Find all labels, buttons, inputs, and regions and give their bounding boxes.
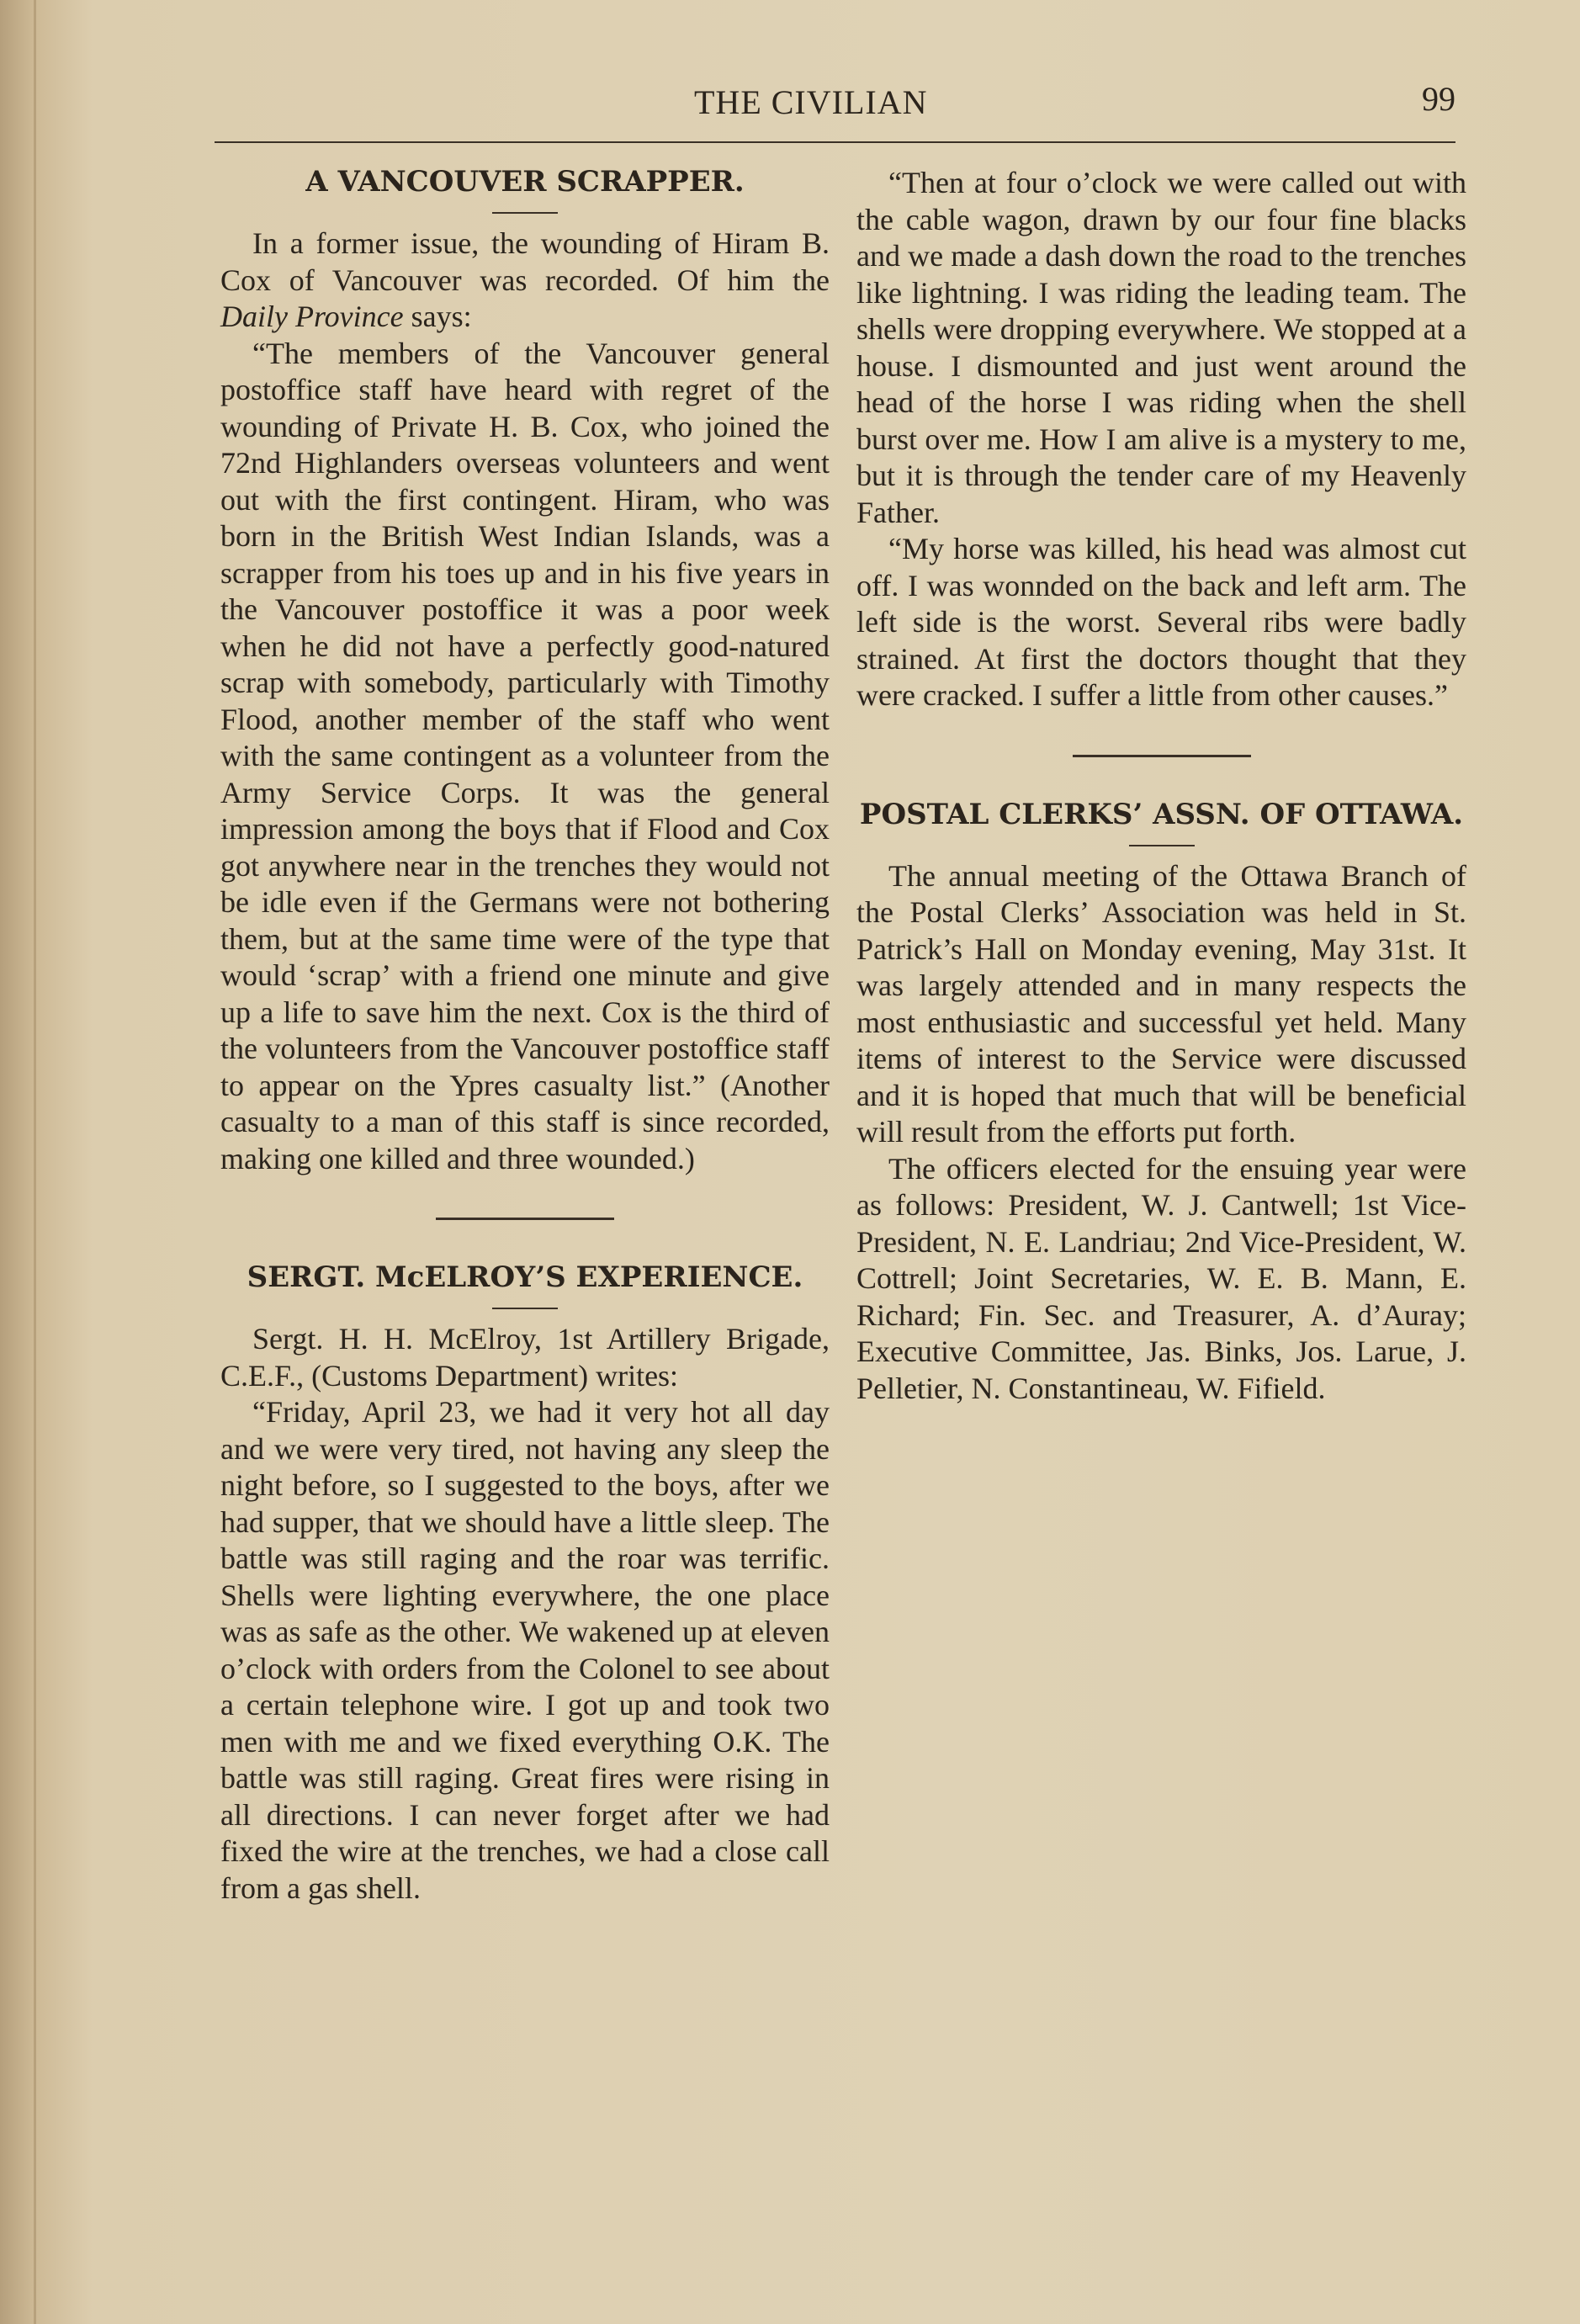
article-title: POSTAL CLERKS’ ASSN. OF OTTAWA.: [859, 797, 1464, 831]
article-title: SERGT. McELROY’S EXPERIENCE.: [247, 1260, 803, 1294]
paragraph-text: says:: [403, 300, 472, 333]
article-paragraph: [220, 226, 830, 336]
newspaper-name: Daily Province: [220, 300, 404, 333]
title-rule: [1129, 845, 1195, 846]
binding-gutter: [34, 0, 36, 2324]
right-column: [856, 165, 1466, 1407]
header-rule: [215, 141, 1455, 143]
article-paragraph: Sergt. H. H. McElroy, 1st Artillery Brigade, C.E.F., (Customs Department) writes:: [220, 1322, 830, 1393]
section-divider: [1073, 755, 1251, 757]
article-paragraph: The officers elected for the ensuing year were as follows: President, W. J. Cantwell; 1st Vice-President, N. E. Landriau; 2nd Vice-President, W. Cottrell; Joint Secretaries, W. E. B. Mann, E. Richard; Fin. Sec. and Treasurer, A. d’Auray; Executive Committee, Jas. Binks, Jos. Larue, J. Pelletier, N. Constantineau, W. Fifield.: [856, 1151, 1466, 1405]
article-mcelroy-continued: [856, 165, 1466, 714]
article-mcelroy-experience: [220, 1260, 830, 1907]
article-postal-clerks: [856, 798, 1466, 1408]
page-number: 99: [1422, 80, 1455, 118]
journal-title: THE CIVILIAN: [694, 83, 928, 121]
title-rule: [492, 1308, 558, 1309]
article-paragraph: “My horse was killed, his head was almost cut off. I was wonnded on the back and left arm. The left side is the worst. Several ribs were badly strained. At first the doctors thought that they were cracked. I suffer a little from other causes.”: [856, 532, 1466, 712]
article-paragraph: The annual meeting of the Ottawa Branch of the Postal Clerks’ Association was held in St. Patrick’s Hall on Monday evening, May 31st. It was largely attended and in many respects the most enthusiastic and successful yet held. Many items of interest to the Service were discussed and it is hoped that much that will be beneficial will result from the efforts put forth.: [856, 858, 1466, 1149]
article-paragraph: “The members of the Vancouver general postoffice staff have heard with regret of the wounding of Private H. B. Cox, who joined the 72nd Highlanders overseas volunteers and went out with the first contingent. Hiram, who was born in the British West Indian Islands, was a scrapper from his toes up and in his five years in the Vancouver postoffice it was a poor week when he did not have a perfectly good-natured scrap with somebody, particularly with Timothy Flood, another member of the staff who went with the same contingent as a volunteer from the Army Service Corps. It was the general impression among the boys that if Flood and Cox got anywhere near in the trenches they would not be idle even if the Germans were not bothering them, but at the same time were of the type that would ‘scrap’ with a friend one minute and give up a life to save him the next. Cox is the third of the volunteers from the Vancouver postoffice staff to appear on the Ypres casualty list.” (Another casualty to a man of this staff is since recorded, making one killed and three wounded.): [220, 336, 830, 1175]
title-rule: [492, 212, 558, 214]
article-paragraph-continued: “Friday, April 23, we had it very hot all day and we were very tired, not having any sleep the night before, so I suggested to the boys, after we had supper, that we should have a little sleep. The battle was still raging and the roar was terrific. Shells were lighting everywhere, the one place was as safe as the other. We wakened up at eleven o’clock with orders from the Colonel to see about a certain telephone wire. I got up and took two men with me and we fixed everything O.K. The battle was still raging. Great fires were rising in all directions. I can never forget after we had fixed the wire at the trenches, we had a close call from a gas shell.: [220, 1395, 830, 1905]
article-title: A VANCOUVER SCRAPPER.: [305, 165, 745, 199]
section-divider: [436, 1218, 614, 1220]
running-head: [215, 82, 1455, 133]
article-vancouver-scrapper: [220, 165, 830, 1177]
article-paragraph: “Then at four o’clock we were called out with the cable wagon, drawn by our four fine blacks and we made a dash down the road to the trenches like lightning. I was riding the leading team. The shells were dropping everywhere. We stopped at a house. I dismounted and just went around the head of the horse I was riding when the shell burst over me. How I am alive is a mystery to me, but it is through the tender care of my Heavenly Father.: [856, 166, 1466, 529]
paragraph-text: In a former issue, the wounding of Hiram B. Cox of Vancouver was recorded. Of him the: [220, 226, 830, 297]
left-column: [220, 165, 830, 1907]
